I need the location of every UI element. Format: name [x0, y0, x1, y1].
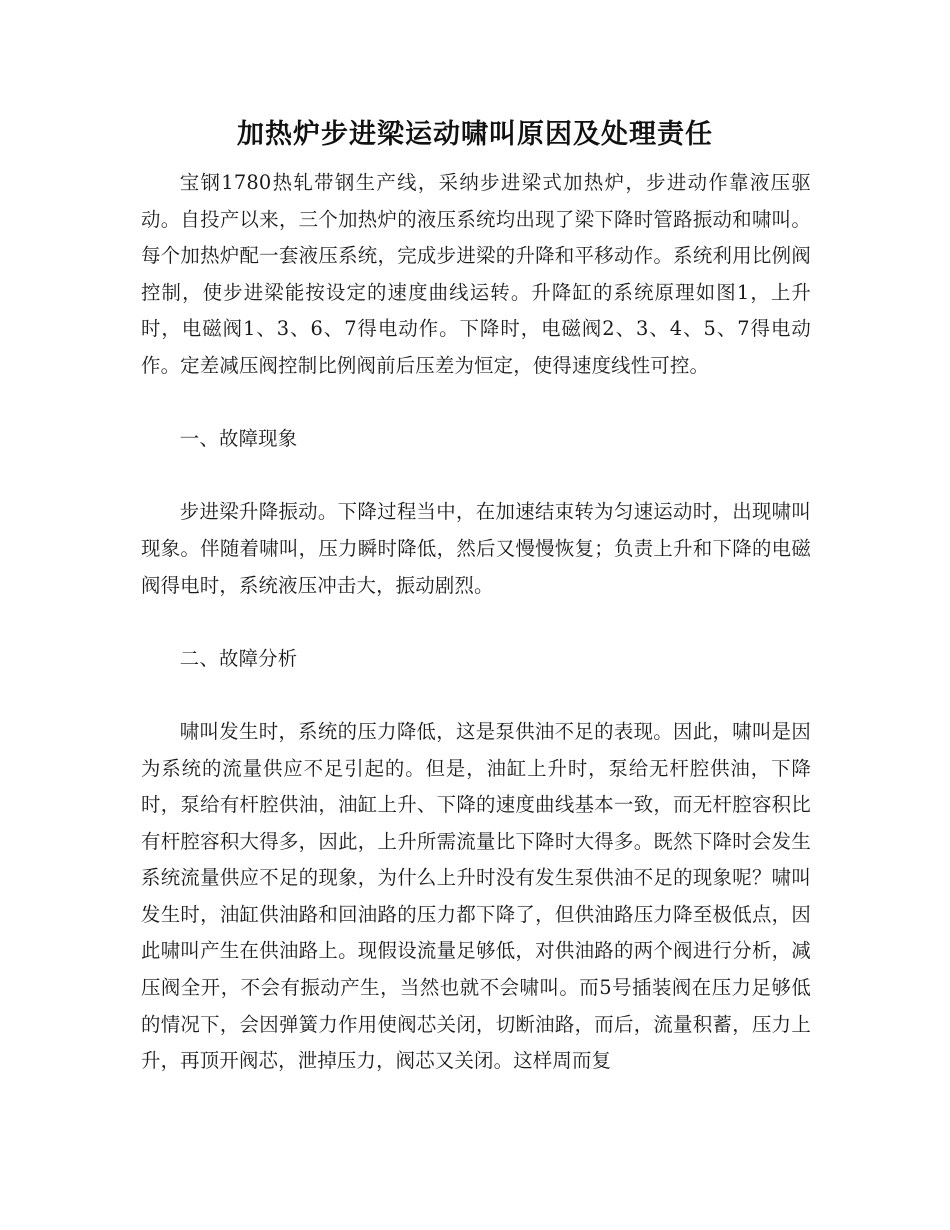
section-heading-fault-phenomenon: 一、故障现象 — [179, 427, 298, 451]
paragraph-intro: 宝钢1780热轧带钢生产线，采纳步进梁式加热炉，步进动作靠液压驱动。自投产以来，三个加热炉的液压系统均出现了梁下降时管路振动和啸叫。每个加热炉配一套液压系统，完成步进梁的升降和平移动作。系统利用比例阀控制，使步进梁能按设定的速度曲线运转。升降缸的系统原理如图1，上升时，电磁阀1、3、6、7得电动作。下降时，电磁阀2、3、4、5、7得电动作。定差减压阀控制比例阀前后压差为恒定，使得速度线性可控。 — [141, 171, 811, 377]
document-body — [141, 165, 811, 1080]
document-title: 加热炉步进梁运动啸叫原因及处理责任 — [237, 119, 713, 150]
section-heading-fault-analysis: 二、故障分析 — [179, 646, 298, 670]
paragraph-fault-analysis: 啸叫发生时，系统的压力降低，这是泵供油不足的表现。因此，啸叫是因为系统的流量供应不足引起的。但是，油缸上升时，泵给无杆腔供油，下降时，泵给有杆腔供油，油缸上升、下降的速度曲线基本一致，而无杆腔容积比有杆腔容积大得多，因此，上升所需流量比下降时大得多。既然下降时会发生系统流量供应不足的现象，为什么上升时没有发生泵供油不足的现象呢？啸叫发生时，油缸供油路和回油路的压力都下降了，但供油路压力降至极低点，因此啸叫产生在供油路上。现假设流量足够低，对供油路的两个阀进行分析，减压阀全开，不会有振动产生，当然也就不会啸叫。而5号插装阀在压力足够低的情况下，会因弹簧力作用使阀芯关闭，切断油路，而后，流量积蓄，压力上升，再顶开阀芯，泄掉压力，阀芯又关闭。这样周而复 — [141, 719, 811, 1073]
paragraph-fault-phenomenon: 步进梁升降振动。下降过程当中，在加速结束转为匀速运动时，出现啸叫现象。伴随着啸叫，压力瞬时降低，然后又慢慢恢复；负责上升和下降的电磁阀得电时，系统液压冲击大，振动剧烈。 — [141, 500, 811, 597]
